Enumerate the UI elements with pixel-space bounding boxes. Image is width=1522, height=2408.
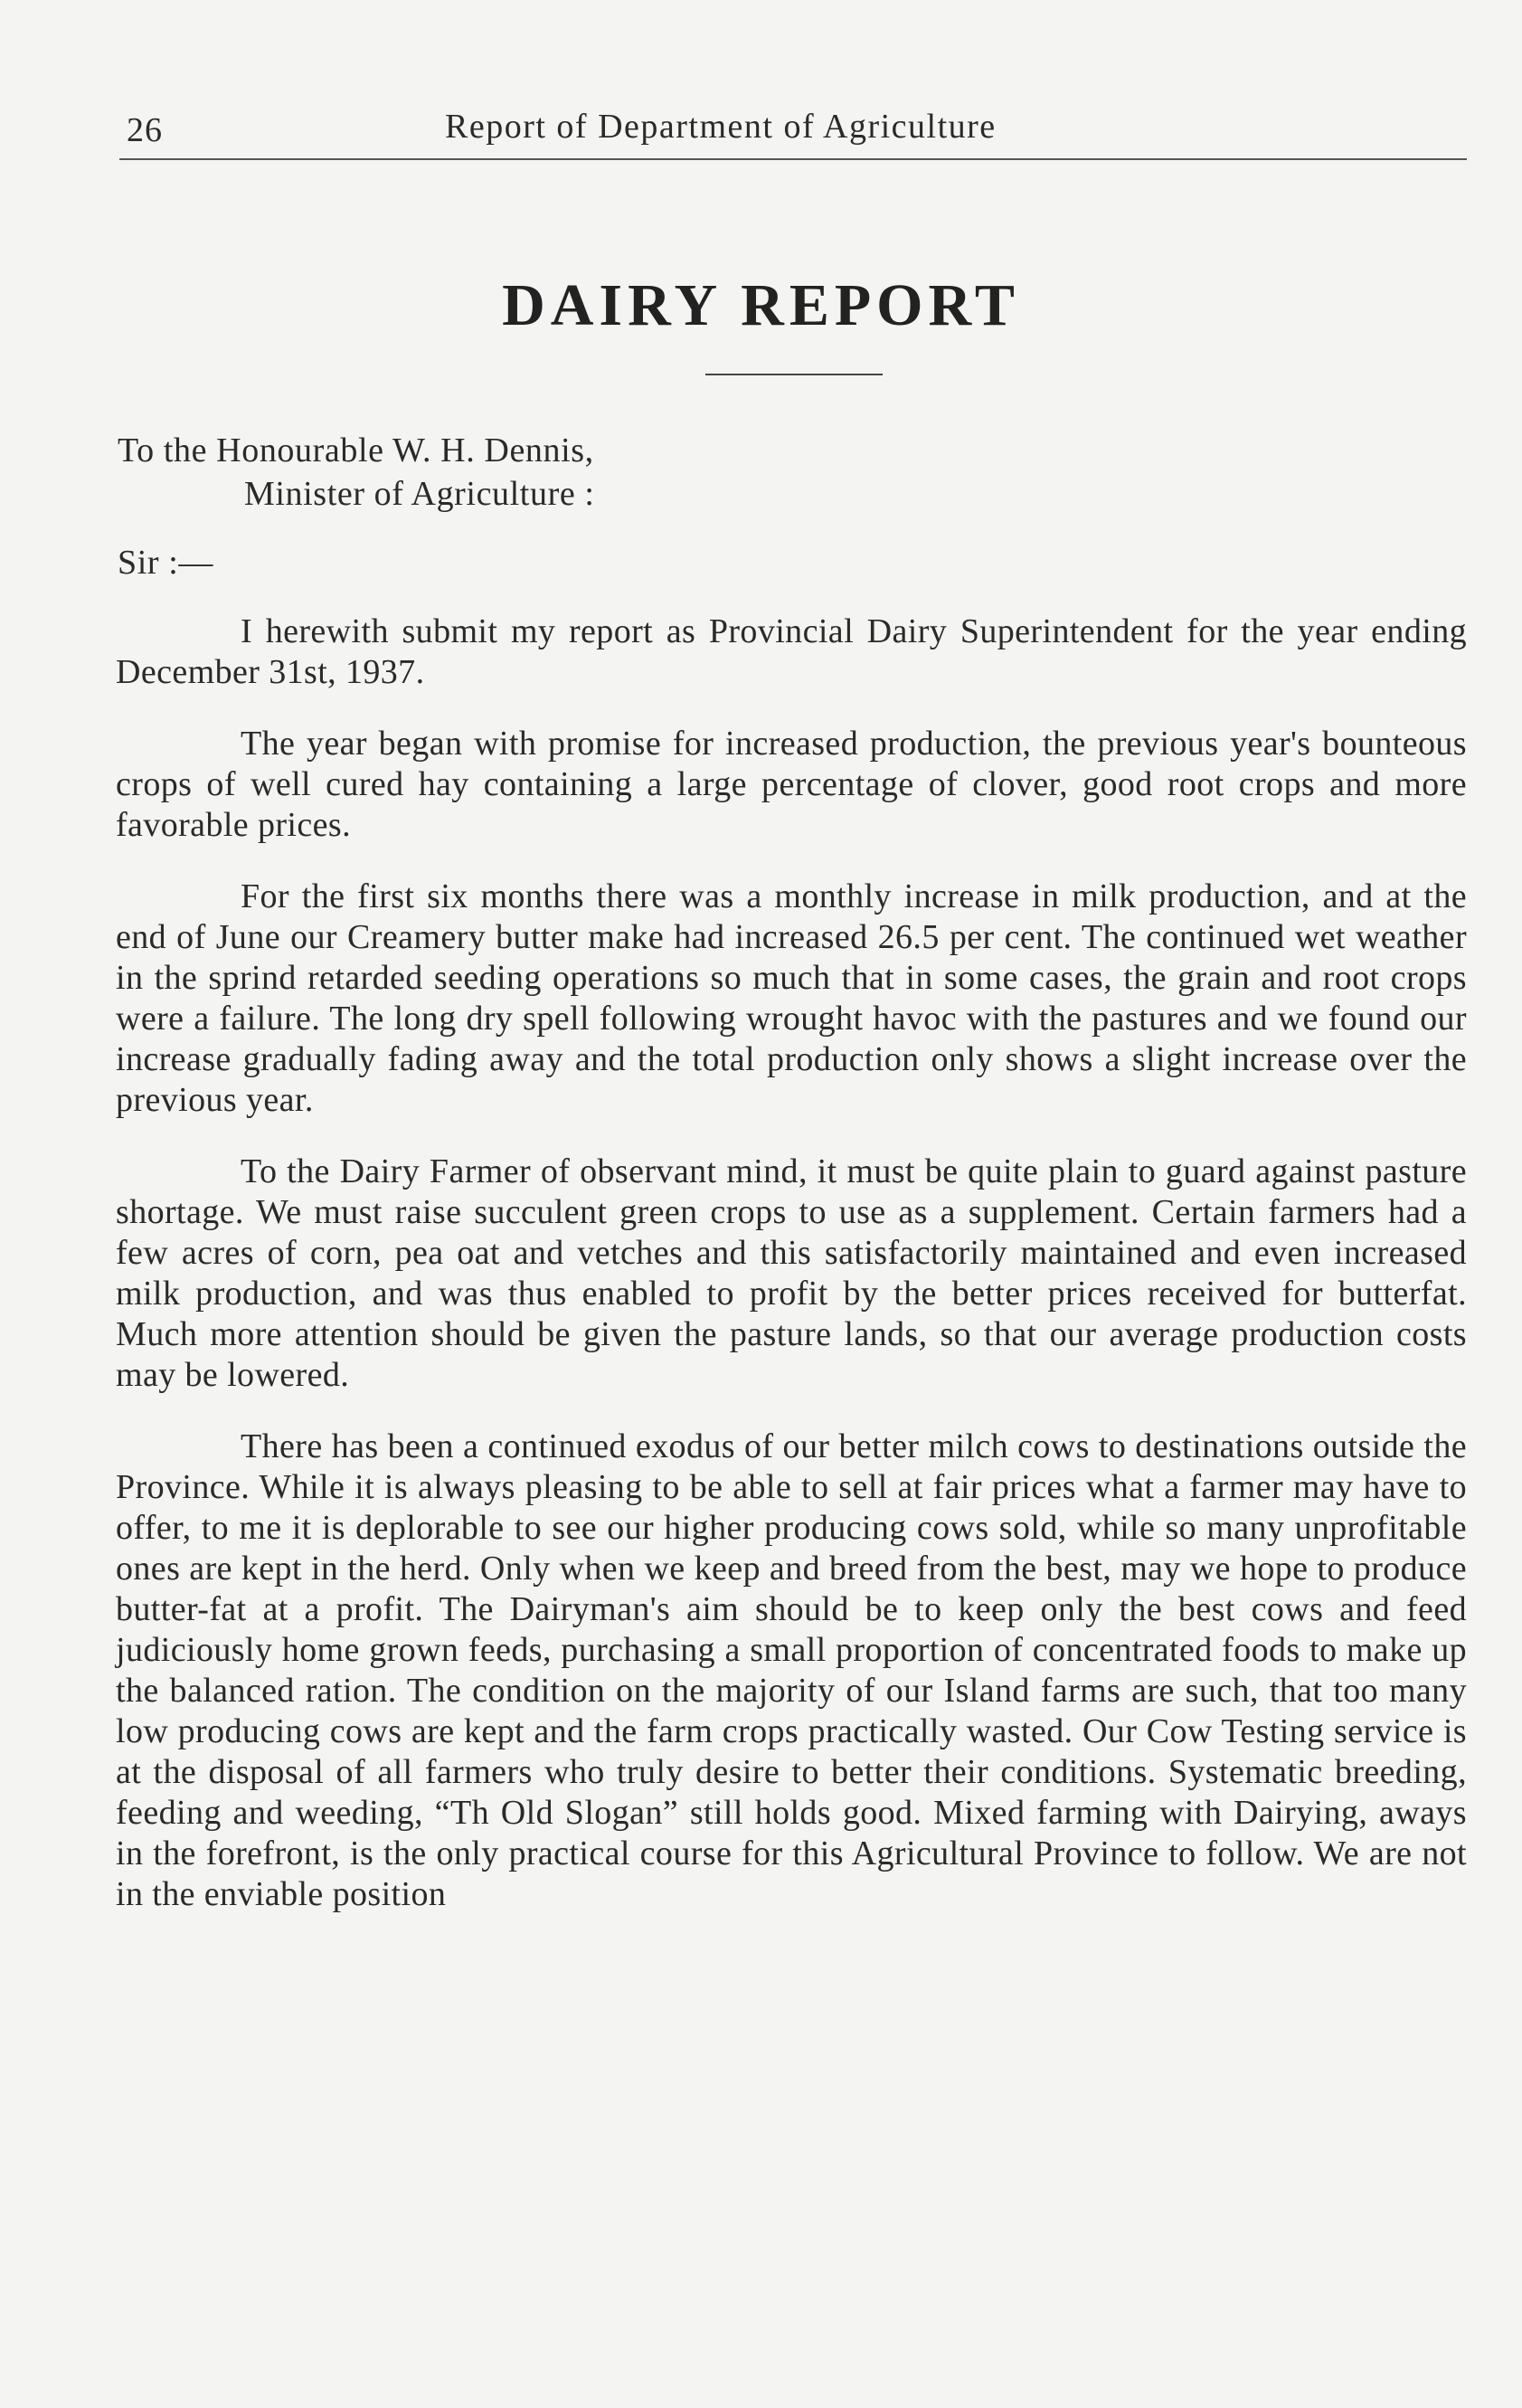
- title-divider: [705, 374, 883, 375]
- running-head: [119, 101, 1469, 156]
- page-number: 26: [127, 111, 163, 149]
- header-divider: [119, 158, 1467, 160]
- page-title: DAIRY REPORT: [502, 272, 1020, 338]
- addressee-title-line: Minister of Agriculture :: [244, 475, 595, 513]
- paragraph-herd: There has been a continued exodus of our better milch cows to destinations outside the Province. While it is always pleasing to be able to sell at fair prices what a farmer may have to offer, to me it is deplorable to see our higher producing cows sold, while so many unprofitable ones are kept in the herd. Only when we keep and breed from the best, may we hope to produce butter-fat at a profit. The Dairyman's aim should be to keep only the best cows and feed judiciously home grown feeds, purchasing a small proportion of concentrated foods to make up the balanced ration. The condition on the majority of our Island farms are such, that too many low producing cows are kept and the farm crops practically wasted. Our Cow Testing service is at the disposal of all farmers who truly desire to better their conditions. Systematic breeding, feeding and weeding, “Th Old Slogan” still holds good. Mixed farming with Dairying, aways in the forefront, is the only practical course for this Agricultural Province to follow. We are not in the enviable position: [116, 1427, 1467, 1913]
- addressee-line: To the Honourable W. H. Dennis,: [118, 431, 594, 469]
- paragraph-production: For the first six months there was a monthly increase in milk production, and at the end of June our Creamery butter make had increased 26.5 per cent. The continued wet weather in the sprind retarded seeding operations so much that in some cases, the grain and root crops were a failure. The long dry spell following wrought havoc with the pastures and we found our increase gradually fading away and the total production only shows a slight increase over the previous year.: [116, 877, 1467, 1119]
- paragraph-year-outlook: The year began with promise for increased production, the previous year's bounteous crops of well cured hay containing a large percentage of clover, good root crops and more favorable prices.: [116, 725, 1467, 844]
- running-head-title: Report of Department of Agriculture: [445, 108, 997, 146]
- paragraph-intro: I herewith submit my report as Provincial Dairy Superintendent for the year ending December 31st, 1937.: [116, 612, 1467, 691]
- paragraph-pasture: To the Dairy Farmer of observant mind, it must be quite plain to guard against pasture shortage. We must raise succulent green crops to use as a supplement. Certain farmers had a few acres of corn, pea oat and vetches and this satisfactorily maintained and even increased milk production, and was thus enabled to profit by the better prices received for butterfat. Much more attention should be given the pasture lands, so that our average production costs may be lowered.: [116, 1152, 1467, 1394]
- salutation-block: [118, 429, 595, 516]
- greeting: Sir :—: [118, 544, 214, 582]
- body-text: [116, 611, 1467, 1946]
